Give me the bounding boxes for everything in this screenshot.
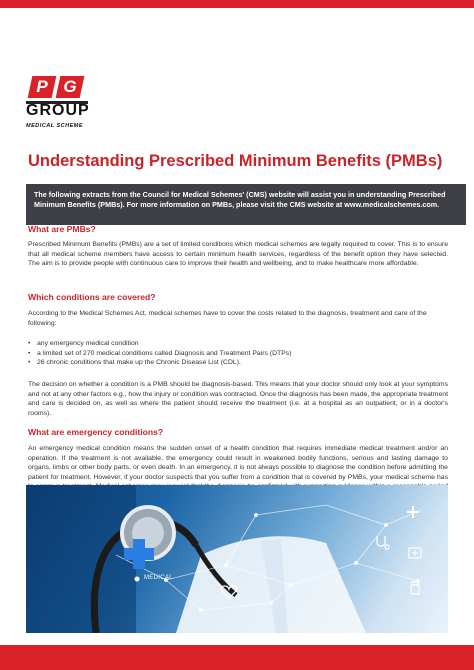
list-item: • 26 chronic conditions that make up the Chronic Disease List (CDL). — [28, 358, 428, 368]
plus-icon — [406, 505, 420, 519]
conditions-bullet-list — [28, 339, 428, 368]
section-heading-conditions-covered: Which conditions are covered? — [28, 292, 156, 302]
top-accent-bar — [0, 0, 474, 8]
section-paragraph-diagnosis-based: The decision on whether a condition is a PMB should be diagnosis-based. This means that your doctor should only look at your symptoms and not at any other factors e.g., how the injury or condition was contracted. Once the diagnosis has been made, the appropriate treatment and care is decided on, as well as where the patient should receive the treatment (i.e. at a hospital as an outpatient, or in a doctor's rooms). — [28, 381, 449, 417]
label-dot-icon — [134, 576, 140, 582]
doctor-stethoscope-image — [26, 485, 448, 633]
first-aid-kit-icon — [408, 545, 422, 559]
section-paragraph-emergency: An emergency medical condition means the sudden onset of a health condition that requires immediate medical treatment and/or an operation. If the treatment is not available, the emergency could result in weakened bodily functions, serious and lasting damage to organs, limbs or other body parts, or even death. In an emergency, it is not always possible to diagnose the condition before admitting the patient for treatment. However, if your doctor suspects that you suffer from a condition that is covered by PMBs, your medical scheme has — [28, 445, 448, 481]
list-item: • any emergency medical condition — [28, 339, 428, 349]
section-paragraph-conditions-intro: According to the Medical Schemes Act, medical schemes have to cover the costs related to the diagnosis, treatment and care of the following: — [28, 310, 427, 327]
intro-banner: The following extracts from the Council for Medical Schemes' (CMS) website will assist you in understanding Prescribed Minimum Benefits (PMBs). For more information on PMBs, please visit the CMS website at www.medicalschemes.com. — [26, 184, 466, 225]
bottom-accent-bar — [0, 645, 474, 670]
heart-icon — [221, 585, 237, 599]
list-item: • a limited set of 270 medical conditions called Diagnosis and Treatment Pairs (DTPs) — [28, 349, 428, 359]
logo-badge-p: P — [28, 76, 57, 98]
section-paragraph-what-are-pmbs: Prescribed Minimum Benefits (PMBs) are a set of limited conditions which medical schemes are legally required to cover. This is to ensure that all medical scheme members have access to certain minimum health services, regardless of the benefit option they have selected. The aim is to provide people with continuous care to improve their health and wellbeing, and to make healthcare more affordable. — [28, 241, 448, 268]
logo-tagline: MEDICAL SCHEME — [26, 123, 84, 129]
section-heading-what-are-pmbs: What are PMBs? — [28, 224, 96, 234]
image-overlay-label: MEDICAL — [144, 575, 173, 581]
stethoscope-icon — [374, 535, 390, 551]
medical-cross-icon — [122, 537, 156, 571]
medical-illustration — [26, 485, 448, 633]
page-title: Understanding Prescribed Minimum Benefits (PMBs) — [28, 152, 443, 170]
logo-group-text: GROUP — [26, 102, 90, 119]
section-heading-emergency-conditions: What are emergency conditions? — [28, 427, 164, 437]
medicine-bottle-icon — [408, 581, 422, 595]
logo-badge-g: G — [56, 76, 85, 98]
pg-group-logo — [26, 76, 94, 132]
